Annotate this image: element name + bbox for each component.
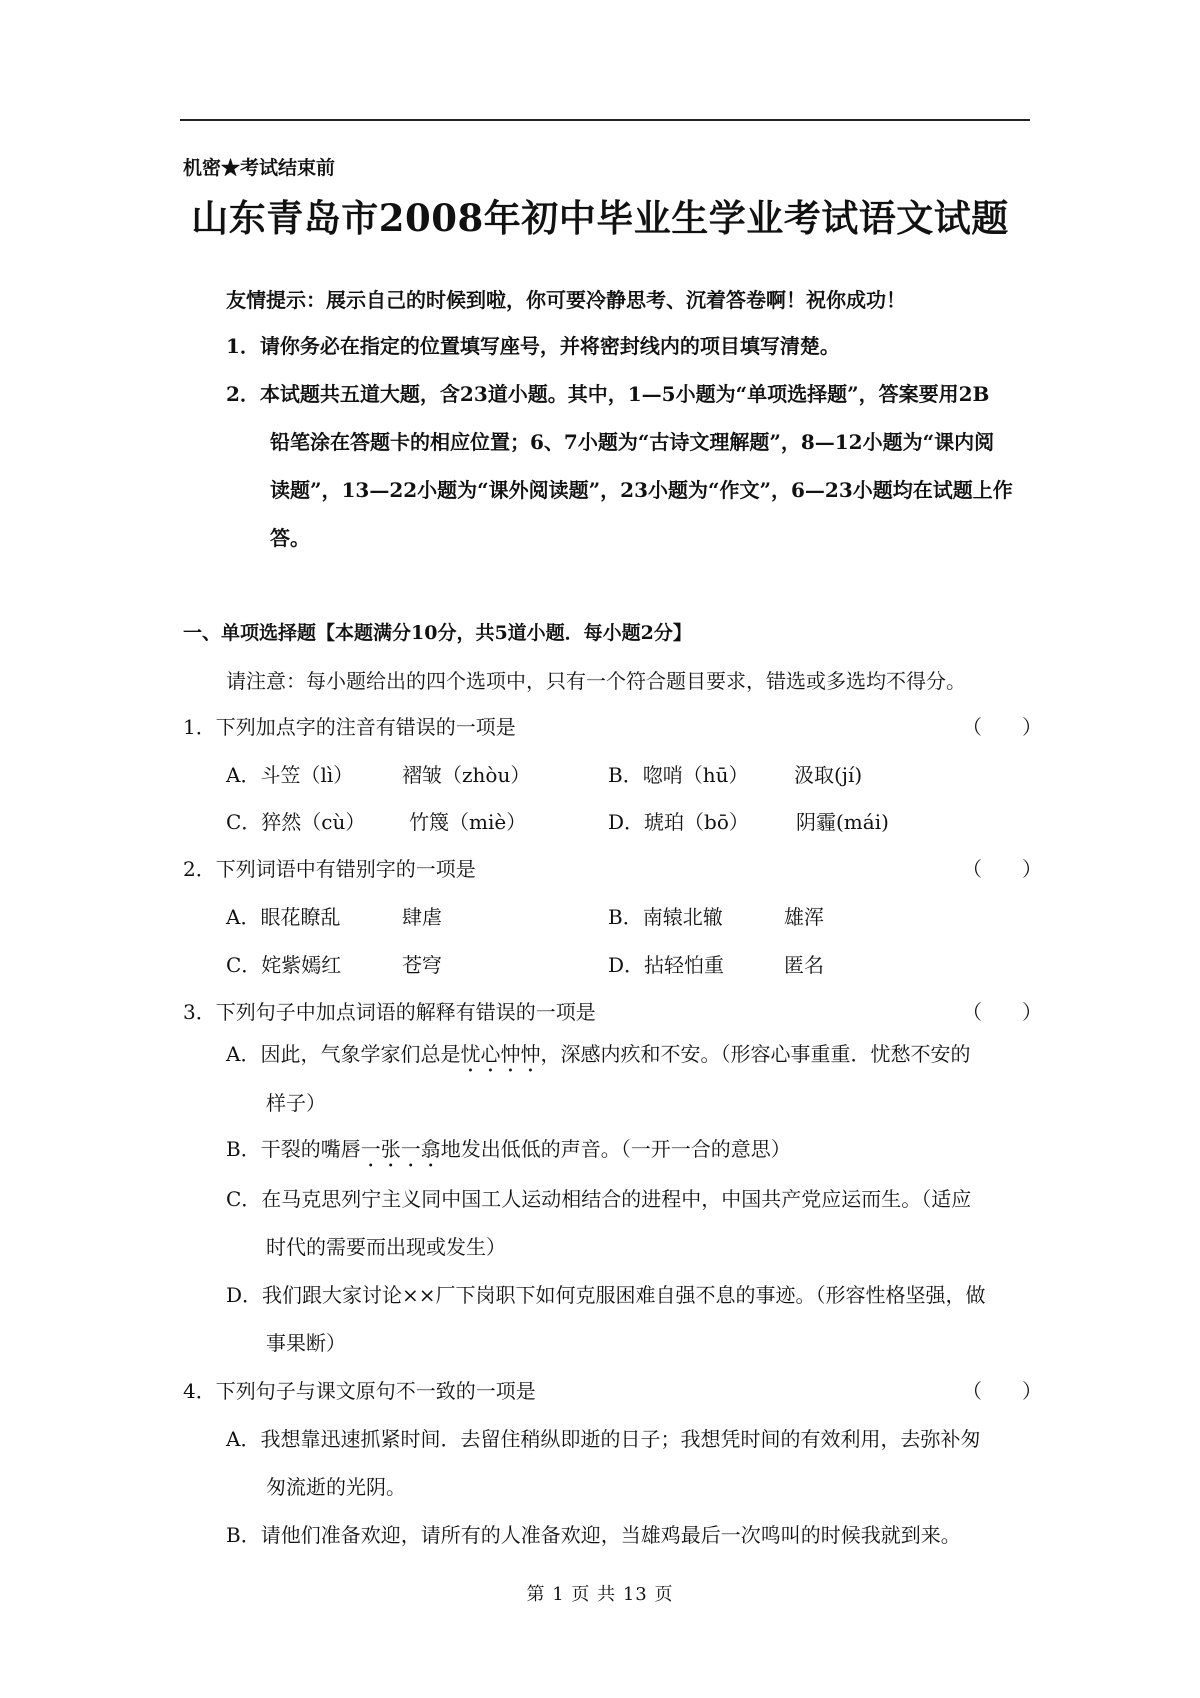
q1-option-b: B．唿哨（hū） <box>608 763 749 787</box>
page-title: 山东青岛市2008年初中毕业生学业考试语文试题 <box>191 196 1009 240</box>
q4-answer-paren: （ ） <box>962 1379 1042 1403</box>
notice-item-2-line-2: 铅笔涂在答题卡的相应位置；6、7小题为“古诗文理解题”，8—12小题为“课内阅 <box>270 430 995 454</box>
q1-answer-paren: （ ） <box>962 715 1042 739</box>
q1-option-b-2: 汲取(jí) <box>794 763 863 787</box>
q2-option-b-2: 雄浑 <box>784 905 824 929</box>
q3-a-prefix: A．因此，气象学家们总是 <box>226 1042 461 1066</box>
q4-stem: 4．下列句子与课文原句不一致的一项是 <box>183 1379 536 1403</box>
notice-item-1: 1．请你务必在指定的位置填写座号，并将密封线内的项目填写清楚。 <box>226 334 840 358</box>
q2-option-a: A．眼花瞭乱 <box>226 905 341 929</box>
confidential-label: 机密★考试结束前 <box>183 157 336 179</box>
q2-option-c: C．姹紫嫣红 <box>226 953 342 977</box>
q1-option-c-2: 竹篾（miè） <box>409 810 527 834</box>
q3-a-dotted-term: 忧心忡忡 <box>460 1042 541 1066</box>
q4-option-a: A．我想靠迅速抓紧时间．去留住稍纵即逝的日子；我想凭时间的有效利用，去弥补匆 <box>226 1427 981 1451</box>
q1-option-d-2: 阴霾(mái) <box>796 810 889 834</box>
q3-a-suffix: ，深感内疚和不安。（形容心事重重．忧愁不安的 <box>540 1042 971 1066</box>
notice-item-2-line-1: 2．本试题共五道大题，含23道小题。其中，1—5小题为“单项选择题”，答案要用2B <box>226 382 990 406</box>
q2-option-a-2: 肆虐 <box>402 905 442 929</box>
q3-option-c-line-2: 时代的需要而出现或发生） <box>266 1235 506 1259</box>
q3-option-b <box>226 1133 791 1172</box>
q3-option-d: D．我们跟大家讨论××厂下岗职下如何克服困难自强不息的事迹。（形容性格坚强，做 <box>226 1283 986 1307</box>
q2-answer-paren: （ ） <box>962 857 1042 881</box>
notice-item-2-line-3: 读题”，13—22小题为“课外阅读题”，23小题为“作文”，6—23小题均在试题上作 <box>270 478 1013 502</box>
q3-option-a-line-2: 样子） <box>266 1091 326 1115</box>
q4-option-b: B．请他们准备欢迎，请所有的人准备欢迎，当雄鸡最后一次鸣叫的时候我就到来。 <box>226 1523 961 1547</box>
section-1-note: 请注意：每小题给出的四个选项中，只有一个符合题目要求，错选或多选均不得分。 <box>226 669 966 693</box>
q2-option-d-2: 匿名 <box>784 953 824 977</box>
q3-answer-paren: （ ） <box>962 1000 1042 1024</box>
q3-option-a <box>226 1038 970 1077</box>
q2-option-d: D．拈轻怕重 <box>608 953 725 977</box>
top-rule <box>180 119 1030 121</box>
q1-option-a-2: 褶皱（zhòu） <box>402 763 531 787</box>
q3-b-suffix: 地发出低低的声音。（一开一合的意思） <box>440 1137 791 1161</box>
q1-option-a: A．斗笠（lì） <box>226 763 354 787</box>
notice-item-2-line-4: 答。 <box>270 526 310 550</box>
page-footer: 第 1 页 共 13 页 <box>526 1584 674 1605</box>
q3-b-dotted-term: 一张一翕 <box>360 1137 441 1161</box>
q1-option-c: C．猝然（cù） <box>226 810 366 834</box>
q2-option-b: B．南辕北辙 <box>608 905 723 929</box>
q3-option-c: C．在马克思列宁主义同中国工人运动相结合的进程中，中国共产党应运而生。（适应 <box>226 1187 972 1211</box>
q3-option-d-line-2: 事果断） <box>266 1331 346 1355</box>
q1-stem: 1．下列加点字的注音有错误的一项是 <box>183 715 516 739</box>
friendly-tip: 友情提示：展示自己的时候到啦，你可要冷静思考、沉着答卷啊！祝你成功！ <box>226 288 906 312</box>
q3-stem: 3．下列句子中加点词语的解释有错误的一项是 <box>183 1000 596 1024</box>
q3-b-prefix: B．干裂的嘴唇 <box>226 1137 361 1161</box>
q1-option-d: D．琥珀（bō） <box>608 810 749 834</box>
q4-option-a-line-2: 匆流逝的光阴。 <box>266 1475 406 1499</box>
section-1-heading: 一、单项选择题【本题满分10分，共5道小题．每小题2分】 <box>183 622 692 644</box>
q2-option-c-2: 苍穹 <box>402 953 442 977</box>
q2-stem: 2．下列词语中有错别字的一项是 <box>183 857 476 881</box>
